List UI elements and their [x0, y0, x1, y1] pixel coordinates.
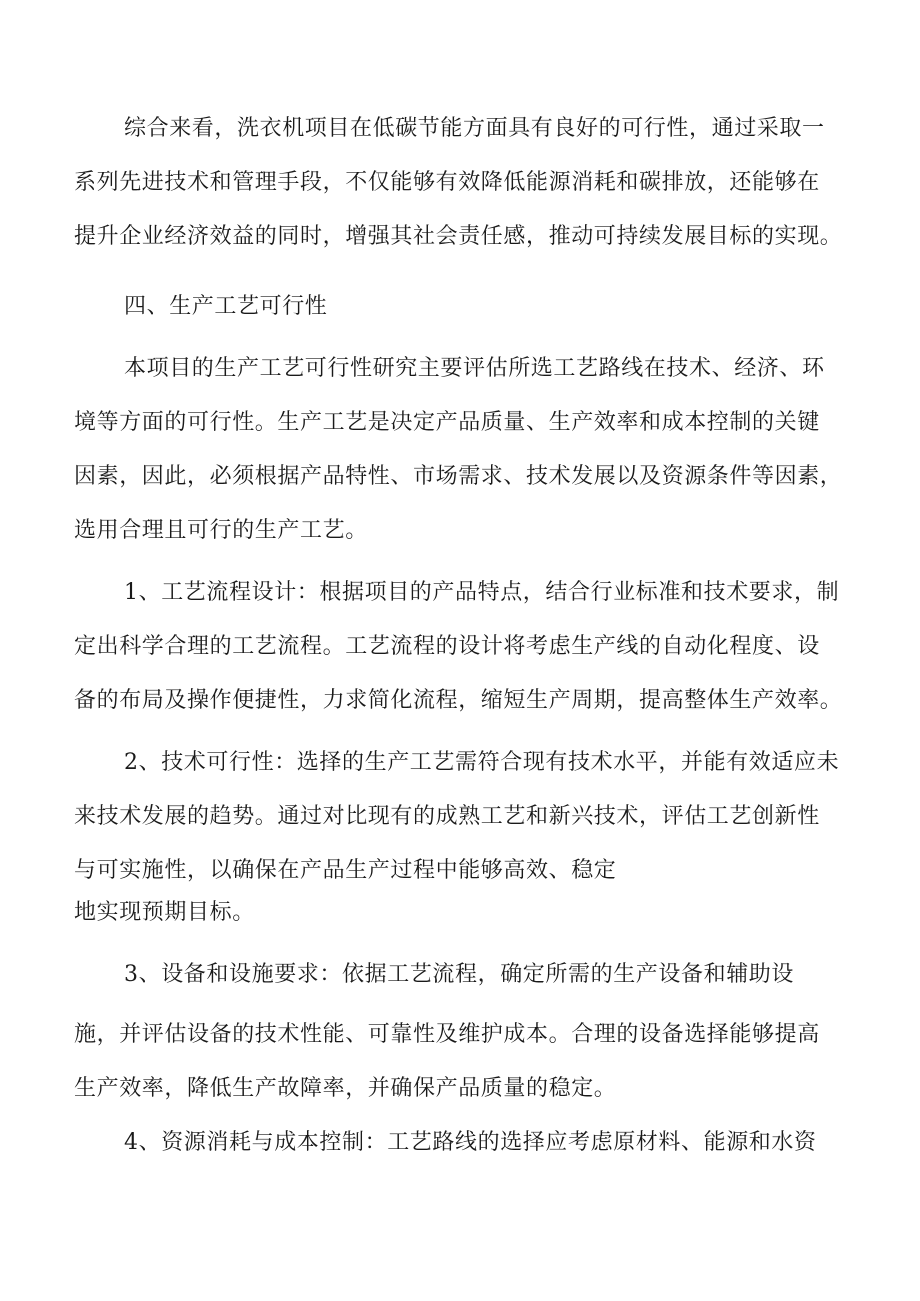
conclusion-line-2: 系列先进技术和管理手段，不仅能够有效降低能源消耗和碳排放，还能够在	[74, 170, 820, 195]
intro-line-4: 选用合理且可行的生产工艺。	[74, 518, 368, 543]
conclusion-line-3: 提升企业经济效益的同时，增强其社会责任感，推动可持续发展目标的实现。	[74, 224, 843, 249]
section-heading: 四、生产工艺可行性	[124, 294, 328, 319]
item-2-line-4: 地实现预期目标。	[74, 900, 255, 925]
item-4-line-1: 4、资源消耗与成本控制：工艺路线的选择应考虑原材料、能源和水资	[124, 1130, 817, 1155]
item-1-line-3: 备的布局及操作便捷性，力求简化流程，缩短生产周期，提高整体生产效率。	[74, 688, 843, 713]
intro-line-3: 因素，因此，必须根据产品特性、市场需求、技术发展以及资源条件等因素，	[74, 464, 843, 489]
conclusion-line-1: 综合来看，洗衣机项目在低碳节能方面具有良好的可行性，通过采取一	[124, 116, 825, 141]
intro-line-2: 境等方面的可行性。生产工艺是决定产品质量、生产效率和成本控制的关键	[74, 410, 820, 435]
item-1-line-1: 1、工艺流程设计：根据项目的产品特点，结合行业标准和技术要求，制	[124, 580, 840, 605]
item-3-line-2: 施，并评估设备的技术性能、可靠性及维护成本。合理的设备选择能够提高	[74, 1022, 820, 1047]
item-2-line-2: 来技术发展的趋势。通过对比现有的成熟工艺和新兴技术，评估工艺创新性	[74, 804, 820, 829]
item-3-line-3: 生产效率，降低生产故障率，并确保产品质量的稳定。	[74, 1076, 617, 1101]
item-2-line-3: 与可实施性，以确保在产品生产过程中能够高效、稳定	[74, 858, 617, 883]
intro-line-1: 本项目的生产工艺可行性研究主要评估所选工艺路线在技术、经济、环	[124, 356, 825, 381]
item-3-line-1: 3、设备和设施要求：依据工艺流程，确定所需的生产设备和辅助设	[124, 962, 794, 987]
item-2-line-1: 2、技术可行性：选择的生产工艺需符合现有技术水平，并能有效适应未	[124, 750, 840, 775]
item-1-line-2: 定出科学合理的工艺流程。工艺流程的设计将考虑生产线的自动化程度、设	[74, 634, 820, 659]
